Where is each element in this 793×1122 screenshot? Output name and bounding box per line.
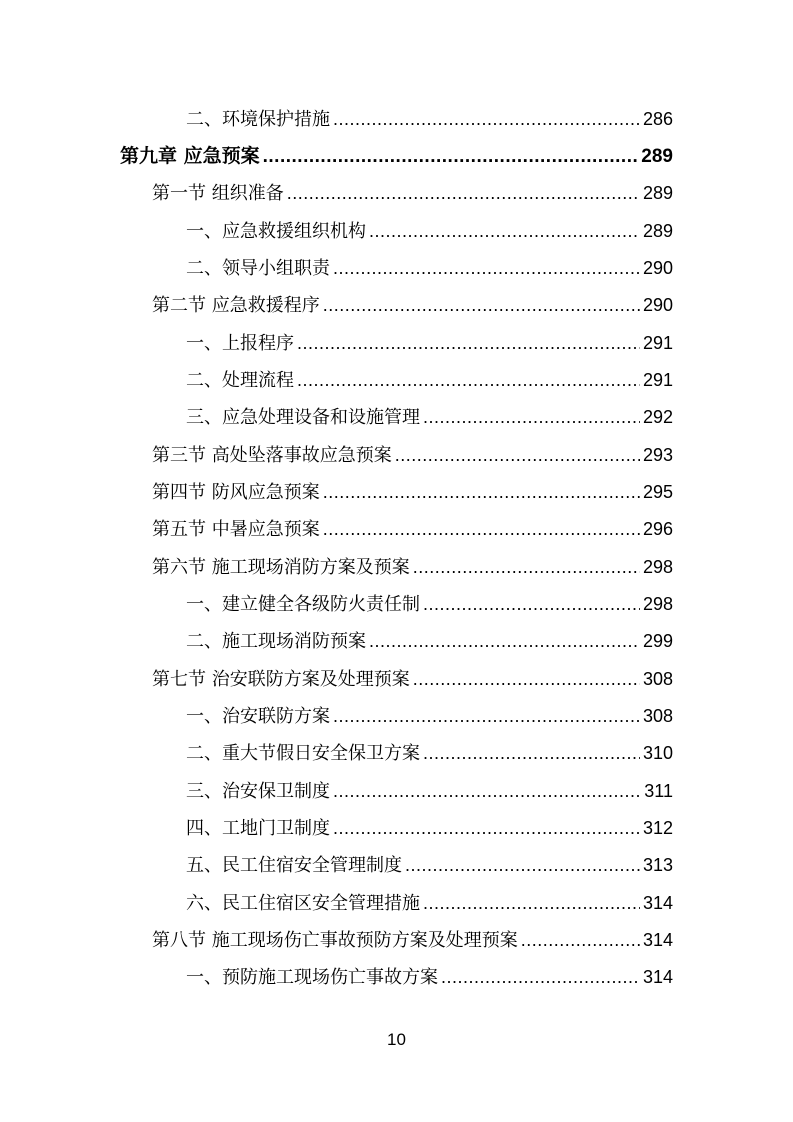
dot-leader (297, 328, 640, 358)
toc-entry-title: 二、施工现场消防预案 (186, 631, 366, 652)
dot-leader (323, 290, 640, 320)
dot-leader (395, 440, 640, 470)
toc-entry-page: 292 (642, 407, 673, 427)
toc-section-entry[interactable] (152, 477, 673, 507)
toc-entry[interactable] (186, 216, 673, 246)
toc-entry-title: 第九章 应急预案 (120, 145, 260, 167)
toc-entry[interactable] (186, 813, 673, 843)
toc-entry-page: 290 (642, 258, 673, 278)
toc-entry-title: 第八节 施工现场伤亡事故预防方案及处理预案 (152, 930, 518, 951)
toc-entry-title: 一、应急救援组织机构 (186, 221, 366, 242)
toc-entry[interactable] (186, 962, 673, 992)
toc-entry-title: 二、领导小组职责 (186, 258, 330, 279)
toc-entry[interactable] (186, 589, 673, 619)
toc-entry[interactable] (186, 776, 673, 806)
toc-entry[interactable] (186, 253, 673, 283)
toc-entry-page: 312 (642, 818, 673, 838)
toc-section-entry[interactable] (152, 552, 673, 582)
toc-entry-title: 一、预防施工现场伤亡事故方案 (186, 967, 438, 988)
dot-leader (263, 142, 639, 172)
toc-entry-title: 第一节 组织准备 (152, 183, 284, 204)
dot-leader (323, 477, 640, 507)
toc-entry-page: 291 (642, 370, 673, 390)
dot-leader (423, 738, 640, 768)
toc-section-entry[interactable] (152, 440, 673, 470)
toc-section-entry[interactable] (152, 925, 673, 955)
toc-entry-page: 291 (642, 333, 673, 353)
toc-section-entry[interactable] (152, 514, 673, 544)
toc-entry[interactable] (186, 626, 673, 656)
toc-section-entry[interactable] (152, 178, 673, 208)
dot-leader (405, 850, 640, 880)
toc-entry-title: 第三节 高处坠落事故应急预案 (152, 445, 392, 466)
toc-entry[interactable] (186, 888, 673, 918)
toc-entry-page: 298 (642, 594, 673, 614)
toc-entry-page: 310 (642, 743, 673, 763)
dot-leader (333, 701, 640, 731)
toc-entry-page: 313 (642, 855, 673, 875)
toc-entry[interactable] (186, 701, 673, 731)
toc-entry-title: 一、治安联防方案 (186, 706, 330, 727)
dot-leader (413, 664, 640, 694)
toc-entry[interactable] (186, 850, 673, 880)
toc-section-entry[interactable] (152, 290, 673, 320)
toc-entry-page: 314 (642, 930, 673, 950)
toc-entry-page: 299 (642, 631, 673, 651)
toc-section-entry[interactable] (152, 664, 673, 694)
toc-entry-title: 第六节 施工现场消防方案及预案 (152, 557, 410, 578)
toc-entry-title: 三、应急处理设备和设施管理 (186, 407, 420, 428)
dot-leader (441, 962, 640, 992)
toc-entry-page: 298 (642, 557, 673, 577)
toc-entry-title: 四、工地门卫制度 (186, 818, 330, 839)
toc-entry-title: 二、重大节假日安全保卫方案 (186, 743, 420, 764)
toc-entry-page: 289 (642, 183, 673, 203)
toc-entry-page: 314 (642, 967, 673, 987)
dot-leader (369, 216, 640, 246)
toc-chapter-entry[interactable] (120, 141, 673, 171)
toc-entry-title: 第四节 防风应急预案 (152, 482, 320, 503)
dot-leader (287, 178, 640, 208)
dot-leader (323, 514, 640, 544)
toc-entry[interactable] (186, 402, 673, 432)
toc-entry-title: 一、建立健全各级防火责任制 (186, 594, 420, 615)
dot-leader (333, 253, 640, 283)
dot-leader (333, 104, 640, 134)
toc-entry-page: 290 (642, 295, 673, 315)
toc-entry-title: 第五节 中暑应急预案 (152, 519, 320, 540)
toc-entry[interactable] (186, 738, 673, 768)
dot-leader (423, 589, 640, 619)
toc-entry-title: 第二节 应急救援程序 (152, 295, 320, 316)
toc-entry-page: 293 (642, 445, 673, 465)
toc-entry-page: 308 (642, 669, 673, 689)
dot-leader (423, 888, 640, 918)
toc-entry[interactable] (186, 328, 673, 358)
toc-entry-page: 308 (642, 706, 673, 726)
dot-leader (297, 365, 640, 395)
toc-entry-page: 295 (642, 482, 673, 502)
toc-entry-page: 314 (642, 893, 673, 913)
toc-entry-page: 289 (641, 146, 673, 167)
toc-entry-title: 二、处理流程 (186, 370, 294, 391)
toc-entry-title: 二、环境保护措施 (186, 109, 330, 130)
dot-leader (333, 776, 641, 806)
toc-entry-title: 三、治安保卫制度 (186, 781, 330, 802)
toc-entry-page: 286 (642, 109, 673, 129)
page-number: 10 (387, 1030, 406, 1049)
toc-entry[interactable] (186, 104, 673, 134)
toc-entry-page: 311 (644, 781, 673, 801)
toc-entry-title: 五、民工住宿安全管理制度 (186, 855, 402, 876)
dot-leader (333, 813, 640, 843)
toc-entry-page: 289 (642, 221, 673, 241)
toc-entry-title: 一、上报程序 (186, 333, 294, 354)
toc-entry-page: 296 (642, 519, 673, 539)
dot-leader (423, 402, 640, 432)
dot-leader (369, 626, 640, 656)
dot-leader (521, 925, 640, 955)
toc-entry-title: 六、民工住宿区安全管理措施 (186, 893, 420, 914)
toc-entry[interactable] (186, 365, 673, 395)
toc-entry-title: 第七节 治安联防方案及处理预案 (152, 669, 410, 690)
dot-leader (413, 552, 640, 582)
